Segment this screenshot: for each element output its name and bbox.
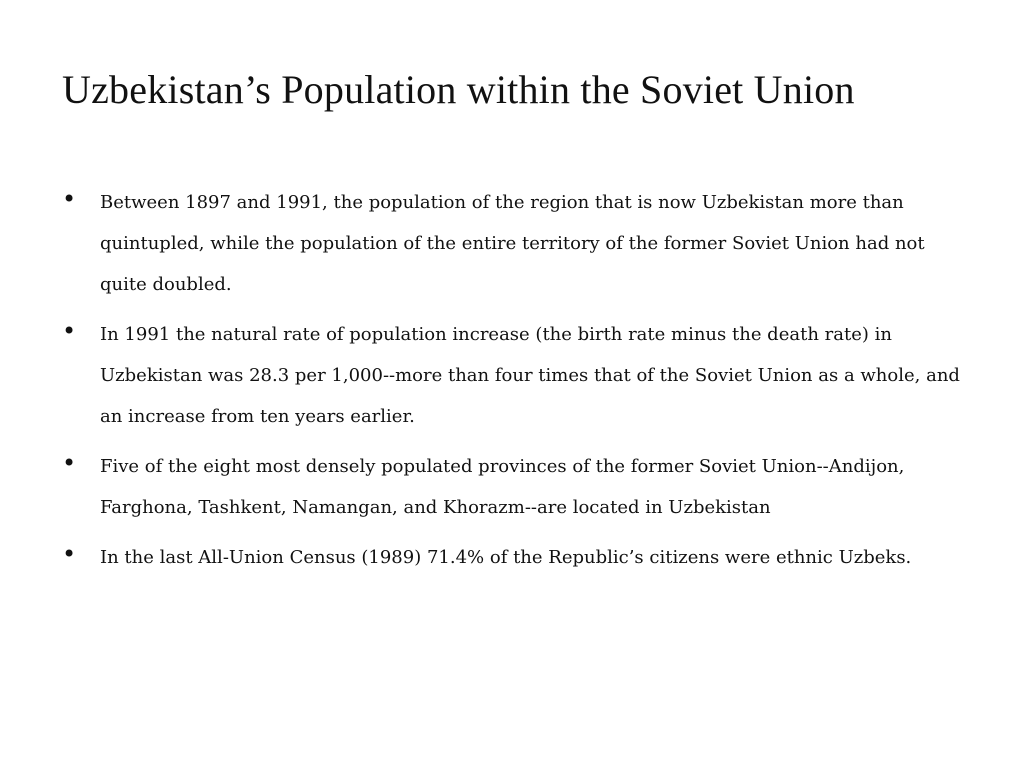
bullet-dot-icon: • <box>62 449 77 477</box>
bullet-text: Between 1897 and 1991, the population of the region that is now Uzbekistan more than quintupled, while the population of the entire territory of the former Soviet Union had not quite doubled. <box>100 192 925 295</box>
bullet-text: Five of the eight most densely populated provinces of the former Soviet Union--Andijon, Farghona, Tashkent, Namangan, and Khorazm--are located in Uzbekistan <box>100 456 905 518</box>
bullet-dot-icon: • <box>62 540 77 568</box>
bullet-text: In 1991 the natural rate of population increase (the birth rate minus the death rate) in Uzbekistan was 28.3 per 1,000--more than four times that of the Soviet Union as a whole, and an increase from ten years earlier. <box>100 324 960 427</box>
bullet-item <box>62 446 962 528</box>
bullet-dot-icon: • <box>62 317 77 345</box>
bullet-list <box>62 182 962 587</box>
bullet-dot-icon: • <box>62 185 77 213</box>
bullet-item <box>62 182 962 305</box>
slide-title: Uzbekistan’s Population within the Soviet Union <box>62 67 855 112</box>
bullet-text: In the last All-Union Census (1989) 71.4% of the Republic’s citizens were ethnic Uzbeks. <box>100 547 912 568</box>
bullet-item <box>62 314 962 437</box>
bullet-item <box>62 537 962 578</box>
